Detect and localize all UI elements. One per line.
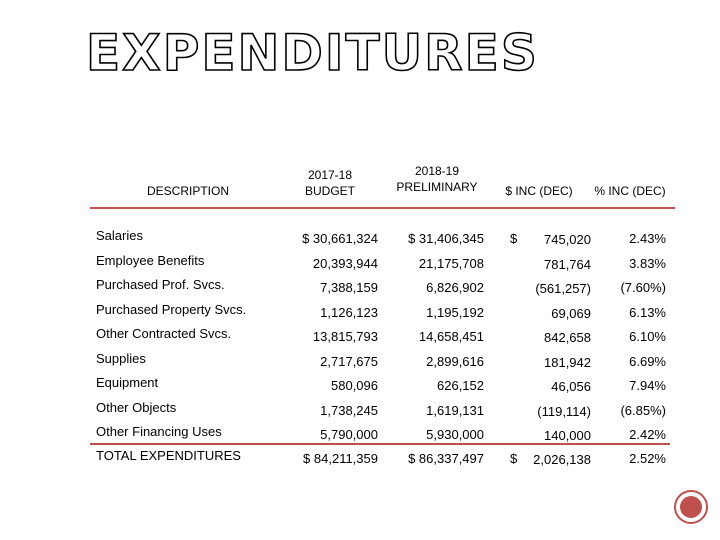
row-inc: 69,069 [551,306,591,321]
row-description: Purchased Property Svcs. [96,302,247,317]
row-preliminary: 5,930,000 [426,427,484,442]
circle-badge-icon [674,490,708,524]
header-pct: % INC (DEC) [594,184,666,198]
row-budget: 580,096 [331,378,378,393]
header-prelim-label: PRELIMINARY [396,180,478,194]
row-inc: 46,056 [551,379,591,394]
header-prelim-year: 2018-19 [414,164,460,178]
header-description: DESCRIPTION [146,184,230,198]
header-budget-year: 2017-18 [307,168,353,182]
row-pct: 2.42% [629,427,666,442]
row-pct: 6.10% [629,329,666,344]
row-budget: 1,126,123 [320,305,378,320]
row-budget: 2,717,675 [320,354,378,369]
row-preliminary: 1,619,131 [426,403,484,418]
page-title: EXPENDITURES [86,24,539,82]
row-preliminary: 626,152 [437,378,484,393]
row-pct: 6.13% [629,305,666,320]
row-description: Other Financing Uses [96,424,222,439]
row-preliminary: 1,195,192 [426,305,484,320]
row-budget: 5,790,000 [320,427,378,442]
row-inc: 781,764 [544,257,591,272]
row-preliminary: 2,899,616 [426,354,484,369]
row-preliminary: 21,175,708 [418,256,484,271]
row-description: Employee Benefits [96,253,205,268]
row-inc: 181,942 [544,355,591,370]
row-pct: (7.60%) [620,280,666,295]
row-inc-currency: $ [510,231,518,246]
row-inc: 140,000 [544,428,591,443]
row-budget: $ 84,211,359 [303,451,378,466]
row-pct: 6.69% [629,354,666,369]
row-budget: 20,393,944 [312,256,378,271]
row-preliminary: 14,658,451 [418,329,484,344]
row-budget: $ 30,661,324 [302,231,378,246]
header-budget-label: BUDGET [304,184,356,198]
row-description: Salaries [96,228,143,243]
row-pct: 7.94% [629,378,666,393]
row-inc: 745,020 [544,232,591,247]
row-description: Equipment [96,375,159,390]
header-inc: $ INC (DEC) [505,184,573,198]
row-inc: 2,026,138 [533,452,591,467]
row-pct: 3.83% [629,256,666,271]
row-description: Supplies [96,351,146,366]
row-inc: (119,114) [537,404,591,419]
row-inc: (561,257) [535,281,591,296]
row-description: TOTAL EXPENDITURES [96,448,241,463]
header-rule [90,207,675,209]
row-preliminary: $ 31,406,345 [408,231,484,246]
row-description: Other Objects [96,400,177,415]
row-pct: (6.85%) [620,403,666,418]
row-inc: 842,658 [544,330,591,345]
row-preliminary: 6,826,902 [426,280,484,295]
row-budget: 13,815,793 [312,329,378,344]
row-budget: 1,738,245 [320,403,378,418]
row-inc-currency: $ [510,451,518,466]
row-description: Other Contracted Svcs. [96,326,232,341]
row-description: Purchased Prof. Svcs. [96,277,225,292]
row-budget: 7,388,159 [320,280,378,295]
total-rule [90,443,670,445]
row-pct: 2.43% [629,231,666,246]
row-preliminary: $ 86,337,497 [408,451,484,466]
row-pct: 2.52% [629,451,666,466]
